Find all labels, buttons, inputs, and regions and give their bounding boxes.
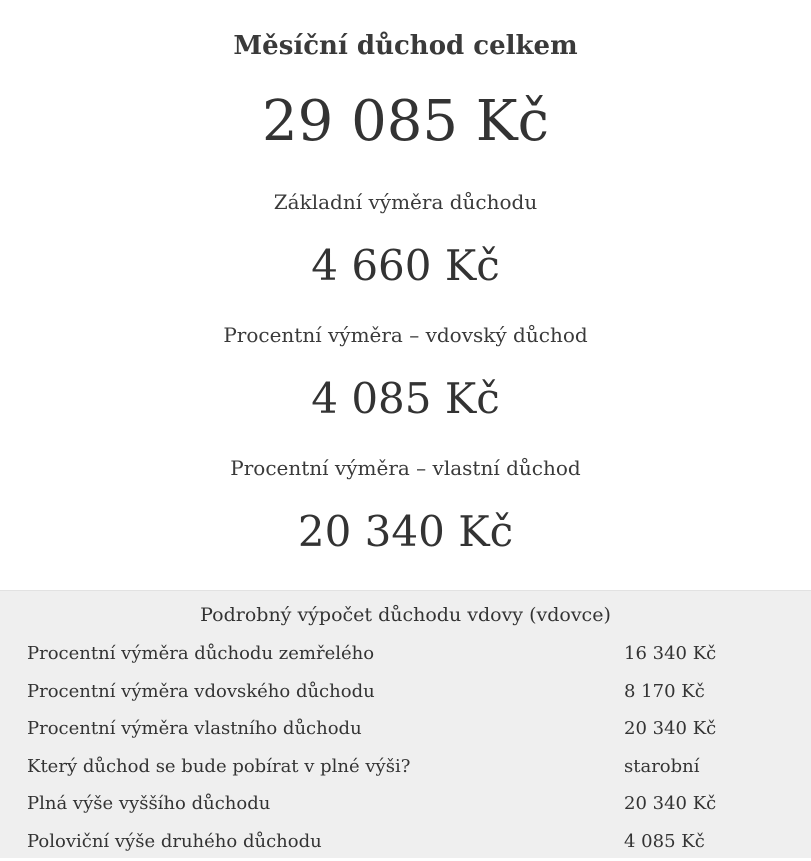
own-percentage-value: 20 340 Kč (297, 507, 514, 556)
detail-row-label: Který důchod se bude pobírat v plné výši? (27, 756, 411, 777)
detail-row-value: 16 340 Kč (624, 643, 717, 664)
detail-row-label: Procentní výměra důchodu zemřelého (27, 643, 375, 664)
widow-percentage-value: 4 085 Kč (311, 374, 500, 423)
total-pension-value: 29 085 Kč (262, 89, 549, 154)
detail-row (0, 824, 811, 861)
own-percentage-title: Procentní výměra – vlastní důchod (230, 456, 581, 480)
detail-row (0, 636, 811, 673)
detail-row (0, 749, 811, 786)
widow-percentage-title: Procentní výměra – vdovský důchod (223, 323, 588, 347)
detail-row-value: 20 340 Kč (624, 793, 717, 814)
detail-row-label: Procentní výměra vdovského důchodu (27, 681, 375, 702)
detail-row-value: starobní (624, 756, 700, 777)
detail-row-label: Plná výše vyššího důchodu (27, 793, 271, 814)
detail-row-value: 20 340 Kč (624, 718, 717, 739)
detail-calculation-title: Podrobný výpočet důchodu vdovy (vdovce) (200, 604, 611, 626)
total-pension-title: Měsíční důchod celkem (233, 31, 578, 61)
basic-amount-title: Základní výměra důchodu (273, 190, 538, 214)
detail-row-value: 4 085 Kč (624, 831, 705, 852)
detail-calculation-panel (0, 590, 811, 858)
basic-amount-value: 4 660 Kč (311, 241, 500, 290)
detail-row-value: 8 170 Kč (624, 681, 705, 702)
detail-row-label: Poloviční výše druhého důchodu (27, 831, 322, 852)
detail-row (0, 711, 811, 748)
detail-row-label: Procentní výměra vlastního důchodu (27, 718, 362, 739)
detail-row (0, 786, 811, 823)
detail-row (0, 674, 811, 711)
